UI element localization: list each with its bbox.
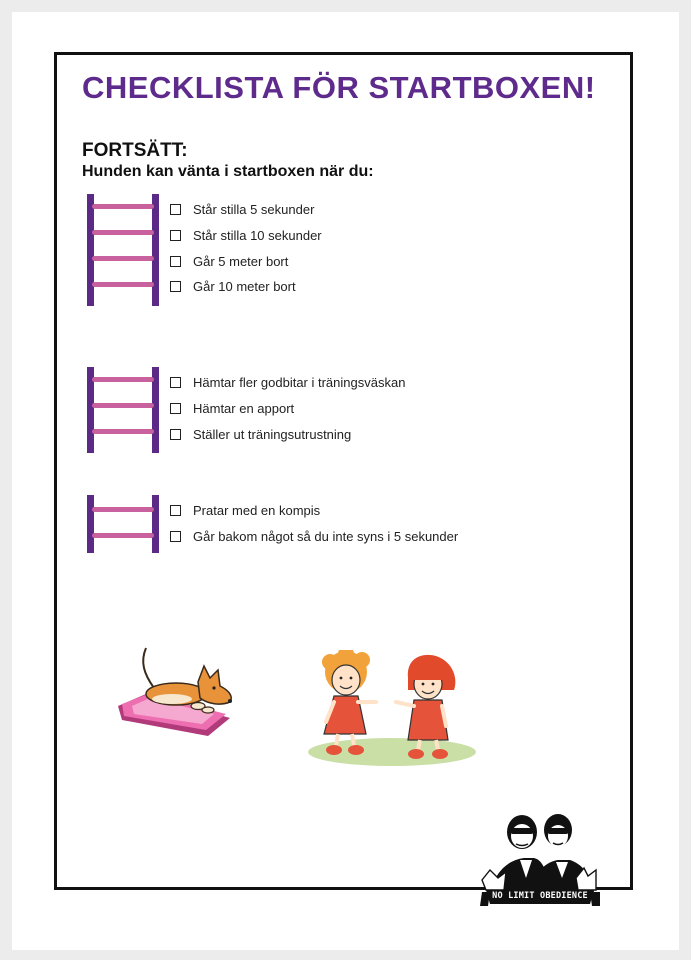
checklist-item[interactable] — [170, 370, 405, 396]
ladder-icon — [84, 194, 162, 306]
checkbox[interactable] — [170, 377, 181, 388]
checklist-item[interactable] — [170, 274, 322, 300]
checklist-item[interactable] — [170, 524, 458, 550]
ladder-icon — [84, 495, 162, 553]
checklist-item[interactable] — [170, 197, 322, 223]
checklist-item-label: Går 5 meter bort — [193, 253, 289, 269]
checklist-item-label: Hämtar en apport — [193, 401, 295, 417]
checkbox[interactable] — [170, 531, 181, 542]
checklist-item[interactable] — [170, 498, 458, 524]
checklist-item-label: Ställer ut träningsutrustning — [193, 426, 352, 442]
checkbox[interactable] — [170, 256, 181, 267]
checklist-item[interactable] — [170, 248, 322, 274]
checkbox[interactable] — [170, 505, 181, 516]
page-title: CHECKLISTA FÖR STARTBOXEN! — [82, 70, 596, 105]
dog-on-mat-illustration — [110, 644, 240, 744]
checklist-item-label: Hämtar fler godbitar i träningsväskan — [193, 375, 406, 391]
checkbox[interactable] — [170, 281, 181, 292]
checklist-item-label: Står stilla 5 sekunder — [193, 202, 315, 218]
checklist-item-label: Står stilla 10 sekunder — [193, 228, 322, 244]
checkbox[interactable] — [170, 403, 181, 414]
ladder-icon — [84, 367, 162, 453]
checklist-item-label: Pratar med en kompis — [193, 503, 321, 519]
checklist-item-label: Går 10 meter bort — [193, 279, 296, 295]
checklist-group-2 — [170, 370, 405, 447]
checklist-group-1 — [170, 197, 322, 300]
checklist-item[interactable] — [170, 421, 405, 447]
checkbox[interactable] — [170, 429, 181, 440]
section-heading: FORTSÄTT: — [82, 140, 188, 161]
lead-text: Hunden kan vänta i startboxen när du: — [82, 163, 374, 180]
checklist-item[interactable] — [170, 396, 405, 422]
checklist-item-label: Går bakom något så du inte syns i 5 sekunder — [193, 529, 459, 545]
logo-text: NO LIMIT OBEDIENCE — [492, 891, 588, 901]
checklist-group-3 — [170, 498, 458, 549]
checklist-item[interactable] — [170, 223, 322, 249]
two-children-illustration — [304, 650, 480, 770]
checkbox[interactable] — [170, 204, 181, 215]
checkbox[interactable] — [170, 230, 181, 241]
